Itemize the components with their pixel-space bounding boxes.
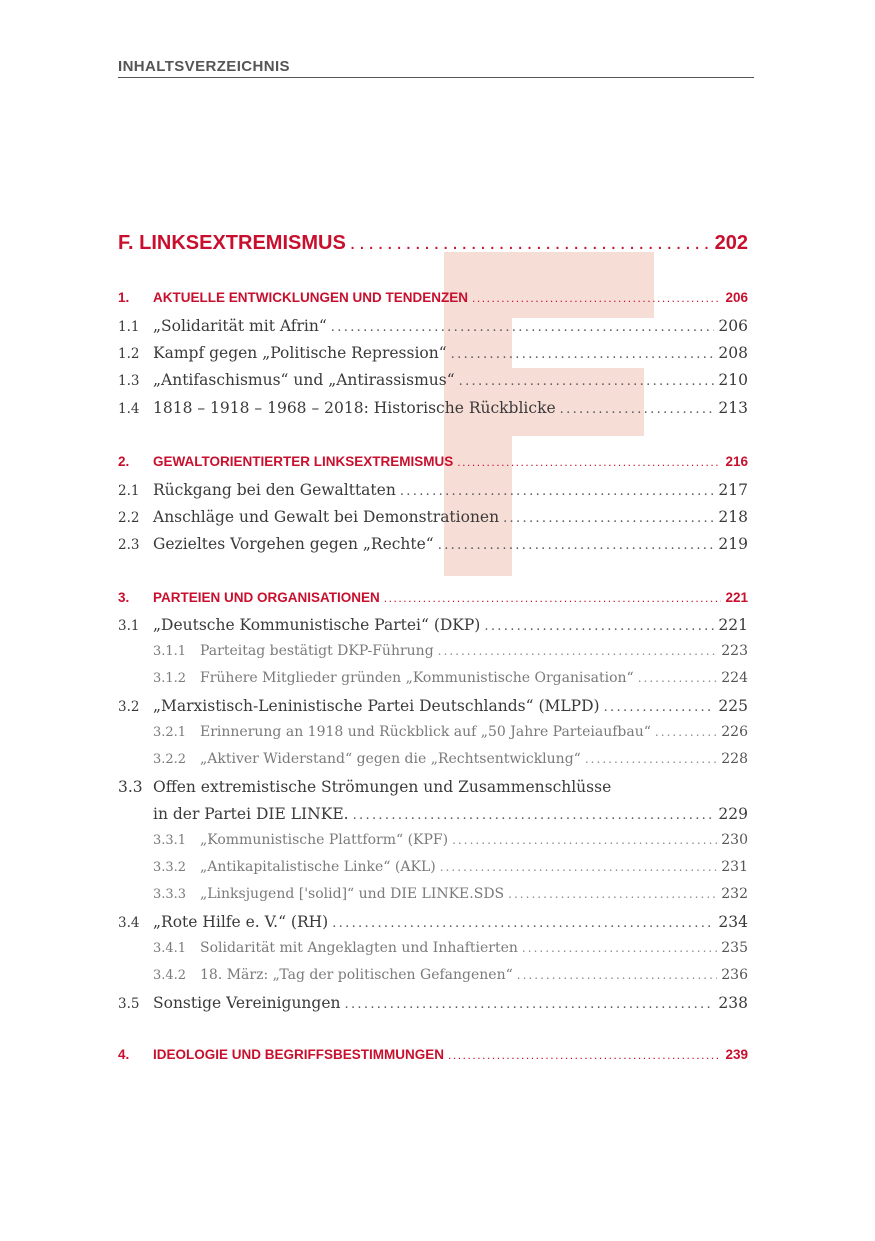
leader-dots <box>484 619 714 634</box>
toc-section-1[interactable] <box>118 290 748 312</box>
header-rule <box>118 77 754 78</box>
leader-dots <box>332 916 714 931</box>
toc-entry-number: 3.4.1 <box>153 941 187 956</box>
leader-dots <box>638 671 718 685</box>
leader-dots <box>508 887 717 901</box>
toc-entry-number: 3.1.1 <box>153 644 187 659</box>
leader-dots <box>655 725 717 739</box>
toc-page-number: 224 <box>721 670 748 686</box>
toc-page-number: 228 <box>721 751 748 767</box>
toc-entry-3-5[interactable] <box>118 994 748 1016</box>
toc-entry-number: 1.4 <box>118 401 140 417</box>
toc-entry-number: 3.3.3 <box>153 887 187 902</box>
toc-section-title: IDEOLOGIE UND BEGRIFFSBESTIMMUNGEN <box>153 1047 445 1062</box>
leader-dots <box>350 232 711 255</box>
toc-entry-number: 3.4.2 <box>153 968 187 983</box>
toc-section-number: 2. <box>118 454 130 469</box>
toc-page-number: 218 <box>718 508 748 526</box>
toc-entry-1-4[interactable] <box>118 399 748 421</box>
toc-page-number: 206 <box>725 290 748 305</box>
toc-section-number: 3. <box>118 590 130 605</box>
leader-dots <box>438 538 715 553</box>
leader-dots <box>560 402 715 417</box>
toc-entry-number: 1.3 <box>118 373 140 389</box>
toc-page-number: 223 <box>721 643 748 659</box>
toc-entry-title: „Rote Hilfe e. V.“ (RH) <box>153 913 329 931</box>
toc-entry-title: Solidarität mit Angeklagten und Inhaftierten <box>200 940 518 956</box>
toc-entry-number: 3.4 <box>118 915 140 931</box>
toc-entry-3-4-2[interactable] <box>118 967 748 989</box>
leader-dots <box>472 291 721 305</box>
toc-page-number: 208 <box>718 344 748 362</box>
toc-page-number: 221 <box>725 590 748 605</box>
toc-page-number: 234 <box>718 913 748 931</box>
toc-entry-1-1[interactable] <box>118 317 748 339</box>
toc-entry-3-2-1[interactable] <box>118 724 748 746</box>
toc-entry-number: 1.1 <box>118 319 140 335</box>
toc-entry-title: Offen extremistische Strömungen und Zusammenschlüsse <box>153 778 612 796</box>
toc-page-number: 236 <box>721 967 748 983</box>
toc-section-title: AKTUELLE ENTWICKLUNGEN UND TENDENZEN <box>153 290 468 305</box>
toc-page-number: 239 <box>725 1047 748 1062</box>
toc-page-number: 216 <box>725 454 748 469</box>
toc-entry-3-4[interactable] <box>118 913 748 935</box>
toc-section-number: 4. <box>118 1047 130 1062</box>
toc-entry-1-3[interactable] <box>118 371 748 393</box>
toc-entry-number: 3.2 <box>118 699 140 715</box>
toc-entry-3-4-1[interactable] <box>118 940 748 962</box>
leader-dots <box>459 374 715 389</box>
toc-entry-number: 2.1 <box>118 483 140 499</box>
leader-dots <box>440 860 718 874</box>
toc-entry-title: 18. März: „Tag der politischen Gefangenen“ <box>200 967 513 983</box>
toc-entry-number: 3.2.1 <box>153 725 187 740</box>
toc-entry-title: Sonstige Vereinigungen <box>153 994 341 1012</box>
toc-page-number: 235 <box>721 940 748 956</box>
toc-entry-number: 3.3 <box>118 778 143 796</box>
toc-entry-number: 3.3.2 <box>153 860 187 875</box>
toc-entry-title: „Aktiver Widerstand“ gegen die „Rechtsentwicklung“ <box>200 751 581 767</box>
toc-section-3[interactable] <box>118 590 748 612</box>
toc-entry-title: „Kommunistische Plattform“ (KPF) <box>200 832 449 848</box>
toc-page-number: 217 <box>718 481 748 499</box>
leader-dots <box>457 455 721 469</box>
leader-dots <box>585 752 717 766</box>
toc-entry-title-continuation: in der Partei DIE LINKE. <box>153 805 349 823</box>
toc-page-number: 206 <box>718 317 748 335</box>
leader-dots <box>448 1048 721 1062</box>
leader-dots <box>517 968 718 982</box>
toc-entry-3-3-3[interactable] <box>118 886 748 908</box>
leader-dots <box>452 833 717 847</box>
toc-entry-number: 2.2 <box>118 510 140 526</box>
toc-entry-title: „Marxistisch-Leninistische Partei Deutschlands“ (MLPD) <box>153 697 600 715</box>
toc-entry-title: „Linksjugend ['solid]“ und DIE LINKE.SDS <box>200 886 505 902</box>
toc-entry-title: Parteitag bestätigt DKP-Führung <box>200 643 434 659</box>
toc-entry-number: 2.3 <box>118 537 140 553</box>
toc-entry-3-1-2[interactable] <box>118 670 748 692</box>
toc-entry-title: „Antikapitalistische Linke“ (AKL) <box>200 859 436 875</box>
toc-entry-title: Anschläge und Gewalt bei Demonstrationen <box>153 508 500 526</box>
toc-entry-1-2[interactable] <box>118 344 748 366</box>
toc-entry-number: 3.3.1 <box>153 833 187 848</box>
toc-entry-3-2-2[interactable] <box>118 751 748 773</box>
toc-entry-3-1-1[interactable] <box>118 643 748 665</box>
toc-entry-3-3-line2[interactable] <box>118 805 748 827</box>
toc-page-number: 213 <box>718 399 748 417</box>
toc-chapter-title: F. LINKSEXTREMISMUS <box>118 232 346 254</box>
toc-entry-title: „Deutsche Kommunistische Partei“ (DKP) <box>153 616 481 634</box>
toc-entry-2-3[interactable] <box>118 535 748 557</box>
toc-entry-title: 1818 – 1918 – 1968 – 2018: Historische Rückblicke <box>153 399 556 417</box>
toc-page-number: 225 <box>718 697 748 715</box>
leader-dots <box>522 941 717 955</box>
toc-entry-title: „Antifaschismus“ und „Antirassismus“ <box>153 371 455 389</box>
leader-dots <box>438 644 718 658</box>
toc-page-number: 221 <box>718 616 748 634</box>
toc-page-number: 232 <box>721 886 748 902</box>
toc-entry-2-1[interactable] <box>118 481 748 503</box>
leader-dots <box>331 320 715 335</box>
leader-dots <box>384 591 722 605</box>
toc-chapter-f[interactable] <box>118 232 748 258</box>
toc-entry-number: 3.1 <box>118 618 140 634</box>
toc-section-title: PARTEIEN UND ORGANISATIONEN <box>153 590 380 605</box>
toc-section-title: GEWALTORIENTIERTER LINKSEXTREMISMUS <box>153 454 454 469</box>
toc-entry-3-3-1[interactable] <box>118 832 748 854</box>
toc-entry-title: Frühere Mitglieder gründen „Kommunistische Organisation“ <box>200 670 634 686</box>
toc-page-number: 230 <box>721 832 748 848</box>
toc-page-number: 231 <box>721 859 748 875</box>
toc-section-2[interactable] <box>118 454 748 476</box>
toc-entry-title: Erinnerung an 1918 und Rückblick auf „50 Jahre Parteiaufbau“ <box>200 724 651 740</box>
toc-entry-title: „Solidarität mit Afrin“ <box>153 317 327 335</box>
toc-page-number: 229 <box>718 805 748 823</box>
leader-dots <box>451 347 715 362</box>
toc-page-number: 219 <box>718 535 748 553</box>
toc-entry-3-2[interactable] <box>118 697 748 719</box>
toc-section-4[interactable] <box>118 1047 748 1069</box>
toc-entry-title: Kampf gegen „Politische Repression“ <box>153 344 447 362</box>
toc-entry-3-1[interactable] <box>118 616 748 638</box>
toc-page-number: 210 <box>718 371 748 389</box>
toc-entry-number: 1.2 <box>118 346 140 362</box>
toc-entry-number: 3.1.2 <box>153 671 187 686</box>
toc-page-number: 238 <box>718 994 748 1012</box>
toc-entry-3-3-2[interactable] <box>118 859 748 881</box>
leader-dots <box>344 997 714 1012</box>
toc-entry-title: Rückgang bei den Gewalttaten <box>153 481 396 499</box>
toc-entry-3-3-line1[interactable] <box>118 778 748 800</box>
toc-section-number: 1. <box>118 290 130 305</box>
leader-dots <box>353 808 715 823</box>
toc-page-number: 202 <box>714 232 748 254</box>
leader-dots <box>503 511 714 526</box>
leader-dots <box>400 484 715 499</box>
toc-entry-2-2[interactable] <box>118 508 748 530</box>
running-header: INHALTSVERZEICHNIS <box>118 58 290 75</box>
leader-dots <box>604 700 715 715</box>
toc-entry-title: Gezieltes Vorgehen gegen „Rechte“ <box>153 535 434 553</box>
toc-entry-number: 3.2.2 <box>153 752 187 767</box>
toc-page-number: 226 <box>721 724 748 740</box>
toc-entry-number: 3.5 <box>118 996 140 1012</box>
